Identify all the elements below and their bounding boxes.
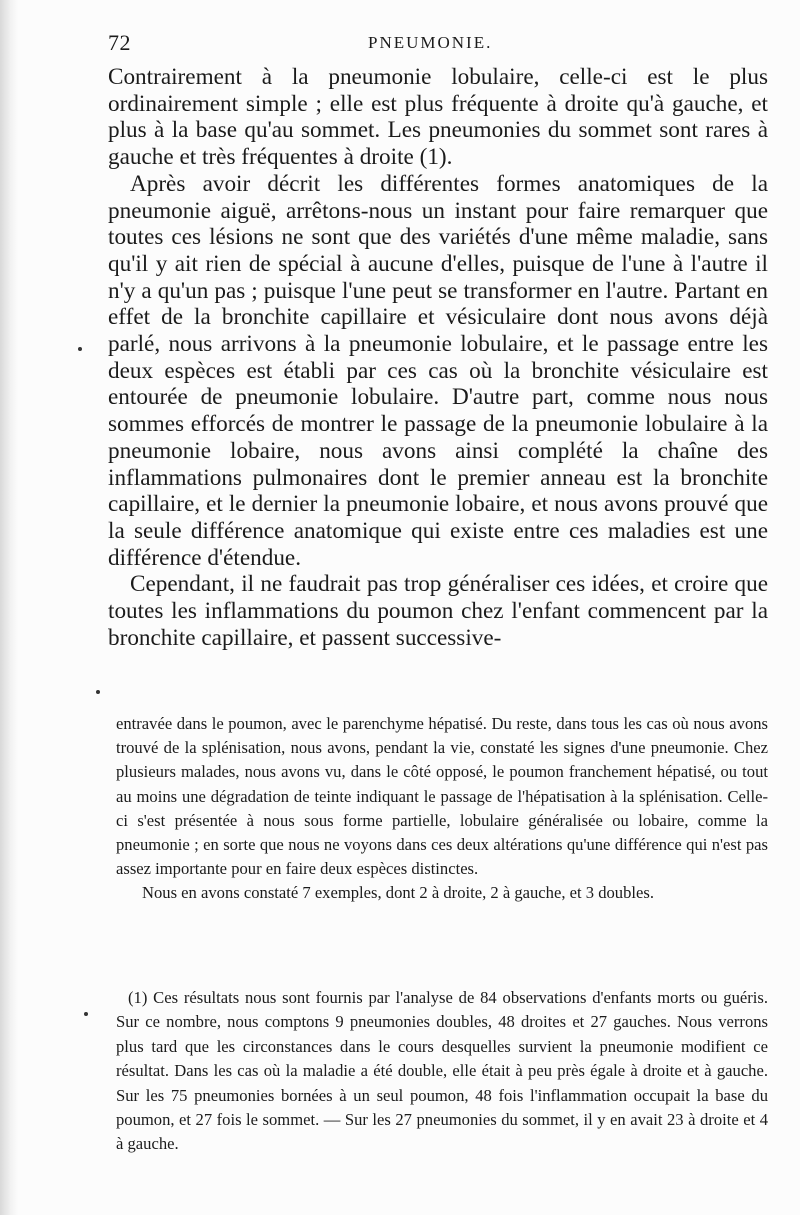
ink-speck <box>96 690 100 694</box>
ink-speck <box>84 1012 88 1016</box>
page-number: 72 <box>108 30 131 55</box>
footnote <box>116 986 768 1157</box>
page-header <box>108 30 768 60</box>
paragraph-1: Contrairement à la pneumonie lobulaire, celle-ci est le plus ordinairement simple ; elle est plus fréquente à droite qu'à gauche, et plus à la base qu'au sommet. Les pneumonies du sommet sont rares à gauche et très fréquentes à droite (1). <box>108 64 768 171</box>
continued-note-paragraph-1: entravée dans le poumon, avec le parenchyme hépatisé. Du reste, dans tous les cas où nous avons trouvé de la splénisation, nous avons, pendant la vie, constaté les signes d'une pneumonie. Chez plusieurs malades, nous avons vu, dans le côté opposé, le poumon franchement hépatisé, ou tout au moins une dégradation de teinte indiquant le passage de l'hépatisation à la splénisation. Celle-ci s'est présentée à nous sous forme partielle, lobulaire généralisée ou lobaire, comme la pneumonie ; en sorte que nous ne voyons dans ces deux altérations qu'une différence qui n'est pas assez importante pour en faire deux espèces distinctes. <box>116 714 768 879</box>
continued-note-paragraph-2: Nous en avons constaté 7 exemples, dont 2 à droite, 2 à gauche, et 3 doubles. <box>142 883 654 903</box>
main-text <box>108 64 768 651</box>
ink-speck <box>78 347 82 351</box>
continued-note <box>116 712 768 906</box>
running-head: PNEUMONIE. <box>368 33 493 52</box>
paragraph-2: Après avoir décrit les différentes formes anatomiques de la pneumonie aiguë, arrêtons-nous un instant pour faire remarquer que toutes ces lésions ne sont que des variétés d'une même maladie, sans qu'il y ait rien de spécial à aucune d'elles, puisque de l'une à l'autre il n'y a qu'un pas ; puisque l'une peut se transformer en l'autre. Partant en effet de la bronchite capillaire et vésiculaire dont nous avons déjà parlé, nous arrivons à la pneumonie lobulaire, et le passage entre les deux espèces est établi par ces cas où la bronchite vésiculaire est entourée de pneumonie lobulaire. D'autre part, comme nous nous sommes efforcés de montrer le passage de la pneumonie lobulaire à la pneumonie lobaire, nous avons ainsi complété la chaîne des inflammations pulmonaires dont le premier anneau est la bronchite capillaire, et le dernier la pneumonie lobaire, et nous avons prouvé que la seule différence anatomique qui existe entre ces maladies est une différence d'étendue. <box>108 170 768 571</box>
paragraph-3: Cependant, il ne faudrait pas trop généraliser ces idées, et croire que toutes les inflammations du poumon chez l'enfant commencent par la bronchite capillaire, et passent successive- <box>108 571 768 651</box>
footnote-text: (1) Ces résultats nous sont fournis par l'analyse de 84 observations d'enfants morts ou guéris. Sur ce nombre, nous comptons 9 pneumonies doubles, 48 droites et 27 gauches. Nous verrons plus tard que les circonstances dans le cours desquelles survient la pneumonie modifient ce résultat. Dans les cas où la maladie a été double, elle était à peu près égale à droite et à gauche. Sur les 75 pneumonies bornées à un seul poumon, 48 fois l'inflammation occupait la base du poumon, et 27 fois le sommet. — Sur les 27 pneumonies du sommet, il y en avait 23 à droite et 4 à gauche. <box>116 988 768 1154</box>
